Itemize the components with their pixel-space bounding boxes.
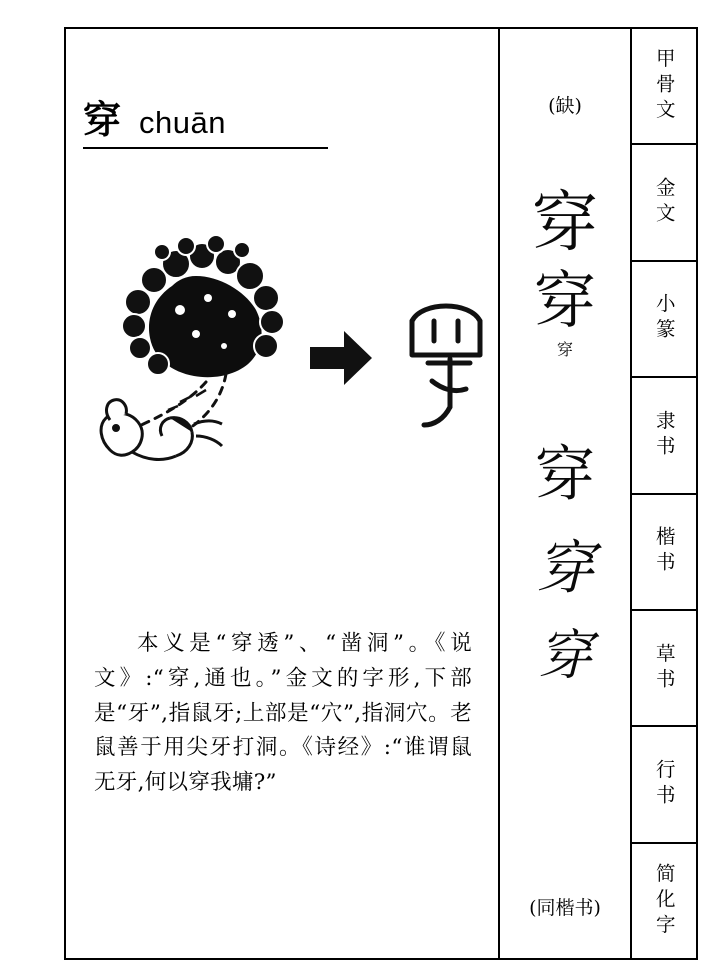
headword-pinyin: chuān <box>139 105 226 140</box>
script-label-text: 隶书 <box>652 409 676 461</box>
headword-block <box>83 97 328 149</box>
script-forms-stack <box>500 169 630 869</box>
script-label-caoshu <box>632 611 696 727</box>
script-label-text: 简化字 <box>652 862 676 940</box>
arrow-icon <box>308 329 374 387</box>
missing-form-note: (缺) <box>548 95 582 117</box>
script-form-xingshu: 穿 <box>538 624 592 687</box>
headword-character: 穿 <box>83 97 122 142</box>
script-label-jiaguwen <box>632 29 696 145</box>
script-label-jinwen <box>632 145 696 261</box>
script-label-text: 甲骨文 <box>652 47 676 125</box>
script-form-xiaozhuan: 穿 <box>533 264 596 337</box>
script-label-xiaozhuan <box>632 262 696 378</box>
same-as-kaishu-note: (同楷书) <box>529 897 601 919</box>
script-label-text: 楷书 <box>652 526 676 578</box>
script-label-xingshu <box>632 727 696 843</box>
script-forms-column <box>500 29 632 958</box>
script-label-text: 小篆 <box>652 293 676 345</box>
illustration-block <box>76 214 490 544</box>
script-form-jinwen: 穿 <box>532 184 598 261</box>
script-label-text: 金文 <box>652 177 676 229</box>
script-form-caoshu: 穿 <box>535 534 594 602</box>
dictionary-page <box>64 27 698 960</box>
script-label-text: 行书 <box>652 758 676 810</box>
script-label-kaishu <box>632 495 696 611</box>
script-form-lishu: 穿 <box>556 340 573 359</box>
script-label-lishu <box>632 378 696 494</box>
script-label-jianhuazi <box>632 844 696 958</box>
script-label-text: 草书 <box>652 642 676 694</box>
script-form-kaishu: 穿 <box>535 440 595 510</box>
script-name-column <box>632 29 696 958</box>
ancient-form-illustration <box>392 289 502 434</box>
main-column <box>66 29 500 958</box>
explanation-text: 本义是“穿透”、“凿洞”。《说文》:“穿,通也。”金文的字形,下部是“牙”,指鼠牙;上部是“穴”,指洞穴。老鼠善于用尖牙打洞。《诗经》:“谁谓鼠无牙,何以穿我墉?” <box>94 631 472 796</box>
